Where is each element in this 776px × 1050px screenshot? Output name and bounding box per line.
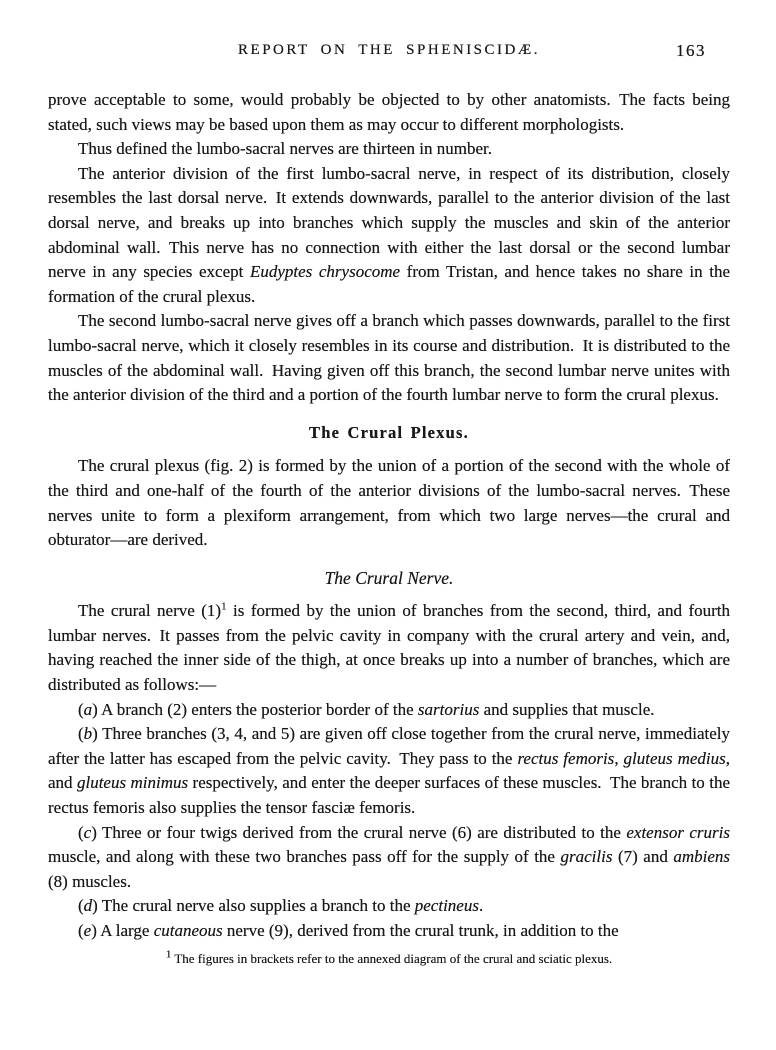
superscript-run: 1 xyxy=(221,600,227,613)
footnote xyxy=(48,948,730,967)
page-header xyxy=(48,42,730,64)
running-title: REPORT ON THE SPHENISCIDÆ. xyxy=(238,42,540,58)
paragraph xyxy=(48,137,730,162)
page-body xyxy=(48,88,730,944)
text-run: ( xyxy=(78,921,84,940)
text-run: ( xyxy=(78,822,84,842)
text-run: (8) muscles. xyxy=(48,871,132,891)
text-run: nerve (9), derived from the crural trunk, in addition to the xyxy=(222,921,619,940)
text-run: and supplies that muscle. xyxy=(479,699,655,719)
italic-run: Eudyptes chrysocome xyxy=(249,262,401,282)
text-run: is formed by the union of branches from the second, third, and fourth lumbar nerves. It passes from the pelvic cavity in company with the crural artery and vein, and, having reached the inner side of the thigh, at once breaks up into a number of branches, which are distributed as follows:— xyxy=(48,601,731,695)
italic-run: a xyxy=(83,699,93,719)
paragraph xyxy=(48,722,730,820)
text-run: ) Three or four twigs derived from the crural nerve (6) are distributed to the xyxy=(91,822,627,842)
paragraph xyxy=(48,454,730,552)
text-run: ) A branch (2) enters the posterior border of the xyxy=(92,699,418,719)
italic-run: rectus femoris xyxy=(517,748,615,768)
text-run: ( xyxy=(78,896,84,916)
italic-run: c xyxy=(83,822,92,842)
text-run: respectively, and enter the deeper surfaces of these muscles. The branch to the rectus femoris also supplies the tensor fasciæ femoris. xyxy=(48,773,730,818)
paragraph xyxy=(48,599,730,697)
text-run: ( xyxy=(78,724,84,744)
text-run: prove acceptable to some, would probably be objected to by other anatomists. The facts being stated, such views may be based upon them as may occur to different morphologists. xyxy=(48,90,730,134)
text-run: , xyxy=(614,748,624,768)
italic-run: cutaneous xyxy=(153,921,223,940)
paragraph xyxy=(48,88,730,137)
text-run: The crural nerve (1) xyxy=(78,601,222,621)
text-run: ( xyxy=(78,699,84,719)
italic-run: e xyxy=(83,921,92,940)
text-run: The crural plexus (fig. 2) is formed by the union of a portion of the second with the whole of the third and one-half of the fourth of the anterior divisions of the lumbo-sacral nerves. These nerves unite to form a plexiform arrangement, from which two large nerves—the crural and obturator—are derived. xyxy=(48,456,730,550)
paragraph xyxy=(48,698,730,723)
section-heading-italic xyxy=(48,566,730,591)
footnote-text: The figures in brackets refer to the annexed diagram of the crural and sciatic plexus. xyxy=(174,950,613,966)
text-run: , and xyxy=(48,748,730,793)
text-run: The anterior division of the first lumbo-sacral nerve, in respect of its distribution, closely resembles the last dorsal nerve. It extends downwards, parallel to the anterior division of the last dorsal nerve, and breaks up into branches which supply the muscles and skin of the anterior abdominal wall. This nerve has no connection with either the last dorsal or the second lumbar nerve in any species except xyxy=(48,163,730,282)
text-run: ) The crural nerve also supplies a branch to the xyxy=(92,896,415,916)
text-run: The Crural Plexus. xyxy=(309,422,469,442)
italic-run: gluteus minimus xyxy=(76,773,189,793)
paragraph xyxy=(48,919,730,944)
italic-run: d xyxy=(83,896,93,916)
text-run: from Tristan, and hence takes no share in the formation of the crural plexus. xyxy=(48,262,730,306)
paragraph xyxy=(48,894,730,919)
text-run: ) Three branches (3, 4, and 5) are given off close together from the crural nerve, immediately after the latter has escaped from the pelvic cavity. They pass to the xyxy=(48,724,730,768)
page-number: 163 xyxy=(676,41,706,60)
italic-run: The Crural Nerve. xyxy=(324,567,454,588)
paragraph xyxy=(48,309,730,407)
italic-run: extensor cruris xyxy=(626,822,730,842)
italic-run: b xyxy=(83,724,93,744)
text-run: (7) and xyxy=(612,847,674,867)
italic-run: pectineus xyxy=(414,896,479,916)
text-run: ) A large xyxy=(91,921,154,940)
italic-run: gluteus medius xyxy=(623,748,726,768)
text-run: muscle, and along with these two branches pass off for the supply of the xyxy=(48,847,561,867)
italic-run: ambiens xyxy=(673,847,731,867)
text-run: . xyxy=(478,896,484,916)
paragraph xyxy=(48,821,730,895)
italic-run: gracilis xyxy=(560,847,613,867)
paragraph xyxy=(48,162,730,310)
italic-run: sartorius xyxy=(417,699,480,719)
section-heading-bold xyxy=(48,421,730,446)
text-run: The second lumbo-sacral nerve gives off a branch which passes downwards, parallel to the first lumbo-sacral nerve, which it closely resembles in its course and distribution. It is distributed to the muscles of the abdominal wall. Having given off this branch, the second lumbar nerve unites with the anterior division of the third and a portion of the fourth lumbar nerve to form the crural plexus. xyxy=(48,311,730,405)
footnote-marker: 1 xyxy=(165,948,172,961)
text-run: Thus defined the lumbo-sacral nerves are thirteen in number. xyxy=(78,139,492,159)
